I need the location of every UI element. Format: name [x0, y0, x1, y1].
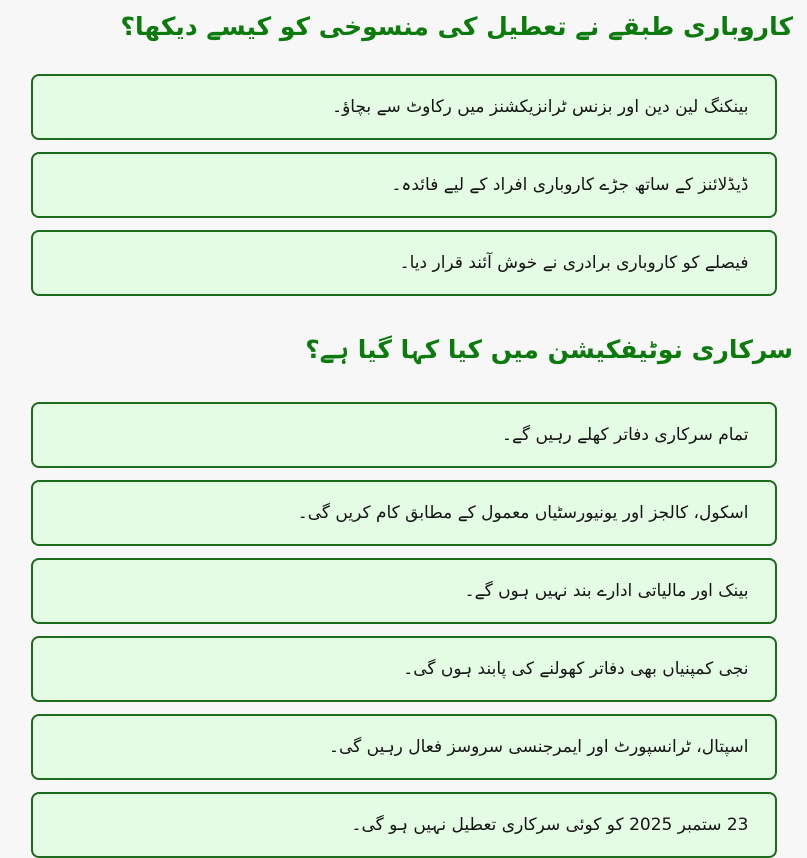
list-item	[31, 402, 777, 468]
section-heading-official-notification: سرکاری نوٹیفکیشن میں کیا کہا گیا ہے؟	[305, 335, 793, 364]
list-item-text: بینکنگ لین دین اور بزنس ٹرانزیکشنز میں رکاوٹ سے بچاؤ۔	[332, 97, 749, 117]
list-item-text: بینک اور مالیاتی ادارے بند نہیں ہوں گے۔	[464, 581, 749, 601]
list-item	[31, 74, 777, 140]
list-item-text: فیصلے کو کاروباری برادری نے خوش آئند قرار دیا۔	[399, 253, 749, 273]
list-item-text: 23 ستمبر 2025 کو کوئی سرکاری تعطیل نہیں ہو گی۔	[351, 815, 749, 835]
list-item-text: ڈیڈلائنز کے ساتھ جڑے کاروباری افراد کے لیے فائدہ۔	[391, 175, 749, 195]
list-item	[31, 792, 777, 858]
section-heading-business-reaction: کاروباری طبقے نے تعطیل کی منسوخی کو کیسے دیکھا؟	[120, 12, 793, 41]
list-item	[31, 714, 777, 780]
list-item-text: اسکول، کالجز اور یونیورسٹیاں معمول کے مطابق کام کریں گی۔	[297, 503, 749, 523]
list-item	[31, 636, 777, 702]
list-item-text: تمام سرکاری دفاتر کھلے رہیں گے۔	[502, 425, 749, 445]
list-item	[31, 558, 777, 624]
list-item-text: اسپتال، ٹرانسپورٹ اور ایمرجنسی سروسز فعال رہیں گی۔	[329, 737, 749, 757]
list-item	[31, 230, 777, 296]
list-item	[31, 152, 777, 218]
list-item	[31, 480, 777, 546]
list-item-text: نجی کمپنیاں بھی دفاتر کھولنے کی پابند ہوں گی۔	[403, 659, 749, 679]
